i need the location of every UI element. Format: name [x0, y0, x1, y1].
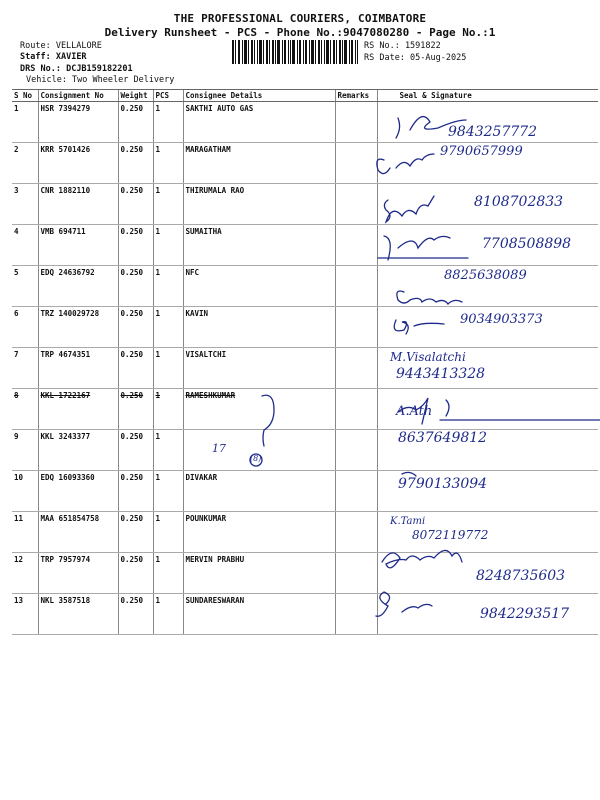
row-consignment-no: KKL 3243377 — [38, 430, 118, 471]
col-signature: Seal & Signature — [377, 90, 598, 102]
row-consignee — [183, 430, 335, 471]
row-sno: 5 — [12, 266, 38, 307]
sig-row-9-mark: 17 — [212, 442, 226, 455]
row-consignment-no: TRP 4674351 — [38, 348, 118, 389]
row-consignment-no: MAA 651854758 — [38, 512, 118, 553]
sig-row-2: 9790657999 — [440, 144, 523, 159]
col-consignment: Consignment No — [38, 90, 118, 102]
row-consignment-no: VMB 694711 — [38, 225, 118, 266]
sig-row-1: 9843257772 — [448, 124, 538, 140]
sig-row-11-name: K.Tami — [390, 516, 426, 527]
row-remarks — [335, 389, 377, 430]
col-consignee: Consignee Details — [183, 90, 335, 102]
row-weight: 0.250 — [118, 512, 153, 553]
row-consignee: SUNDARESWARAN — [183, 594, 335, 635]
sig-row-8: A.Ath — [396, 404, 433, 419]
sig-row-11-phone: 8072119772 — [412, 528, 489, 542]
row-weight: 0.250 — [118, 307, 153, 348]
drs-value: DCJB159182201 — [66, 64, 133, 74]
row-consignee: MARAGATHAM — [183, 143, 335, 184]
row-weight: 0.250 — [118, 225, 153, 266]
row-pcs: 1 — [153, 594, 183, 635]
rs-date: RS Date: 05-Aug-2025 — [364, 53, 467, 63]
row-consignee: KAVIN — [183, 307, 335, 348]
sig-row-3: 8108702833 — [474, 194, 564, 210]
row-sno: 10 — [12, 471, 38, 512]
row-pcs: 1 — [153, 225, 183, 266]
table-row — [12, 348, 598, 389]
row-weight: 0.250 — [118, 594, 153, 635]
row-consignee: NFC — [183, 266, 335, 307]
sig-row-7-phone: 9443413328 — [396, 366, 486, 382]
row-pcs: 1 — [153, 266, 183, 307]
row-remarks — [335, 512, 377, 553]
staff-value: XAVIER — [55, 52, 87, 62]
sig-row-10: 9790133094 — [398, 476, 488, 492]
row-weight: 0.250 — [118, 348, 153, 389]
row-sno: 6 — [12, 307, 38, 348]
table-row — [12, 389, 598, 430]
row-pcs: 1 — [153, 143, 183, 184]
runsheet-subtitle: Delivery Runsheet - PCS - Phone No.:9047080280 - Page No.:1 — [104, 26, 496, 39]
row-remarks — [335, 307, 377, 348]
route-label: Route: VELLALORE — [20, 41, 102, 51]
row-consignment-no: CNR 1882110 — [38, 184, 118, 225]
row-sno: 13 — [12, 594, 38, 635]
row-consignee: SUMAITHA — [183, 225, 335, 266]
table-row — [12, 471, 598, 512]
row-weight: 0.250 — [118, 430, 153, 471]
sig-row-9-phone: 8637649812 — [398, 430, 488, 446]
row-pcs: 1 — [153, 512, 183, 553]
row-pcs: 1 — [153, 553, 183, 594]
row-pcs: 1 — [153, 348, 183, 389]
row-weight: 0.250 — [118, 389, 153, 430]
row-pcs: 1 — [153, 389, 183, 430]
drs-label: DRS No.: — [20, 64, 61, 74]
row-consignment-no: NKL 3587518 — [38, 594, 118, 635]
row-consignee: THIRUMALA RAO — [183, 184, 335, 225]
row-consignment-no: KRR 5701426 — [38, 143, 118, 184]
row-pcs: 1 — [153, 471, 183, 512]
row-weight: 0.250 — [118, 266, 153, 307]
sig-row-4: 7708508898 — [482, 236, 572, 252]
sig-row-9-circle: (8) — [250, 454, 262, 463]
row-remarks — [335, 143, 377, 184]
table-header-row — [12, 90, 598, 102]
row-consignment-no: EDQ 16093360 — [38, 471, 118, 512]
staff-label: Staff: — [20, 52, 51, 62]
row-remarks — [335, 184, 377, 225]
row-remarks — [335, 266, 377, 307]
rs-number: RS No.: 1591822 — [364, 41, 441, 51]
row-weight: 0.250 — [118, 143, 153, 184]
col-pcs: PCS — [153, 90, 183, 102]
row-sno: 3 — [12, 184, 38, 225]
row-consignment-no: HSR 7394279 — [38, 102, 118, 143]
row-sno: 7 — [12, 348, 38, 389]
row-remarks — [335, 594, 377, 635]
row-remarks — [335, 553, 377, 594]
row-remarks — [335, 348, 377, 389]
staff-line — [20, 52, 87, 63]
row-remarks — [335, 430, 377, 471]
row-sno: 1 — [12, 102, 38, 143]
sig-row-5: 8825638089 — [444, 268, 527, 283]
table-row — [12, 512, 598, 553]
row-consignee: MERVIN PRABHU — [183, 553, 335, 594]
vehicle-label: Vehicle: Two Wheeler Delivery — [26, 75, 175, 85]
row-consignment-no: KKL 1722167 — [38, 389, 118, 430]
table-row — [12, 430, 598, 471]
row-sno: 8 — [12, 389, 38, 430]
row-consignee: SAKTHI AUTO GAS — [183, 102, 335, 143]
col-weight: Weight — [118, 90, 153, 102]
row-pcs: 1 — [153, 184, 183, 225]
sig-row-12: 8248735603 — [476, 568, 566, 584]
sig-row-7-name: M.Visalatchi — [390, 350, 466, 364]
row-consignee: VISALTCHI — [183, 348, 335, 389]
col-sno: S No — [12, 90, 38, 102]
row-sno: 4 — [12, 225, 38, 266]
row-weight: 0.250 — [118, 553, 153, 594]
row-pcs: 1 — [153, 430, 183, 471]
barcode-image — [232, 40, 358, 64]
sig-row-6: 9034903373 — [460, 312, 543, 327]
row-pcs: 1 — [153, 307, 183, 348]
row-consignment-no: TRP 7957974 — [38, 553, 118, 594]
company-title: THE PROFESSIONAL COURIERS, COIMBATORE — [173, 12, 427, 25]
runsheet-table — [12, 89, 598, 635]
row-remarks — [335, 471, 377, 512]
col-remarks: Remarks — [335, 90, 377, 102]
row-sno: 12 — [12, 553, 38, 594]
row-consignee: RAMESHKUMAR — [183, 389, 335, 430]
row-weight: 0.250 — [118, 471, 153, 512]
row-sno: 9 — [12, 430, 38, 471]
row-consignment-no: TRZ 140029728 — [38, 307, 118, 348]
row-consignment-no: EDQ 24636792 — [38, 266, 118, 307]
row-remarks — [335, 225, 377, 266]
row-sno: 2 — [12, 143, 38, 184]
row-consignee: DIVAKAR — [183, 471, 335, 512]
row-weight: 0.250 — [118, 102, 153, 143]
row-pcs: 1 — [153, 102, 183, 143]
drs-line — [20, 64, 133, 75]
row-weight: 0.250 — [118, 184, 153, 225]
row-consignee: POUNKUMAR — [183, 512, 335, 553]
row-sno: 11 — [12, 512, 38, 553]
sig-row-13: 9842293517 — [480, 606, 570, 622]
row-remarks — [335, 102, 377, 143]
